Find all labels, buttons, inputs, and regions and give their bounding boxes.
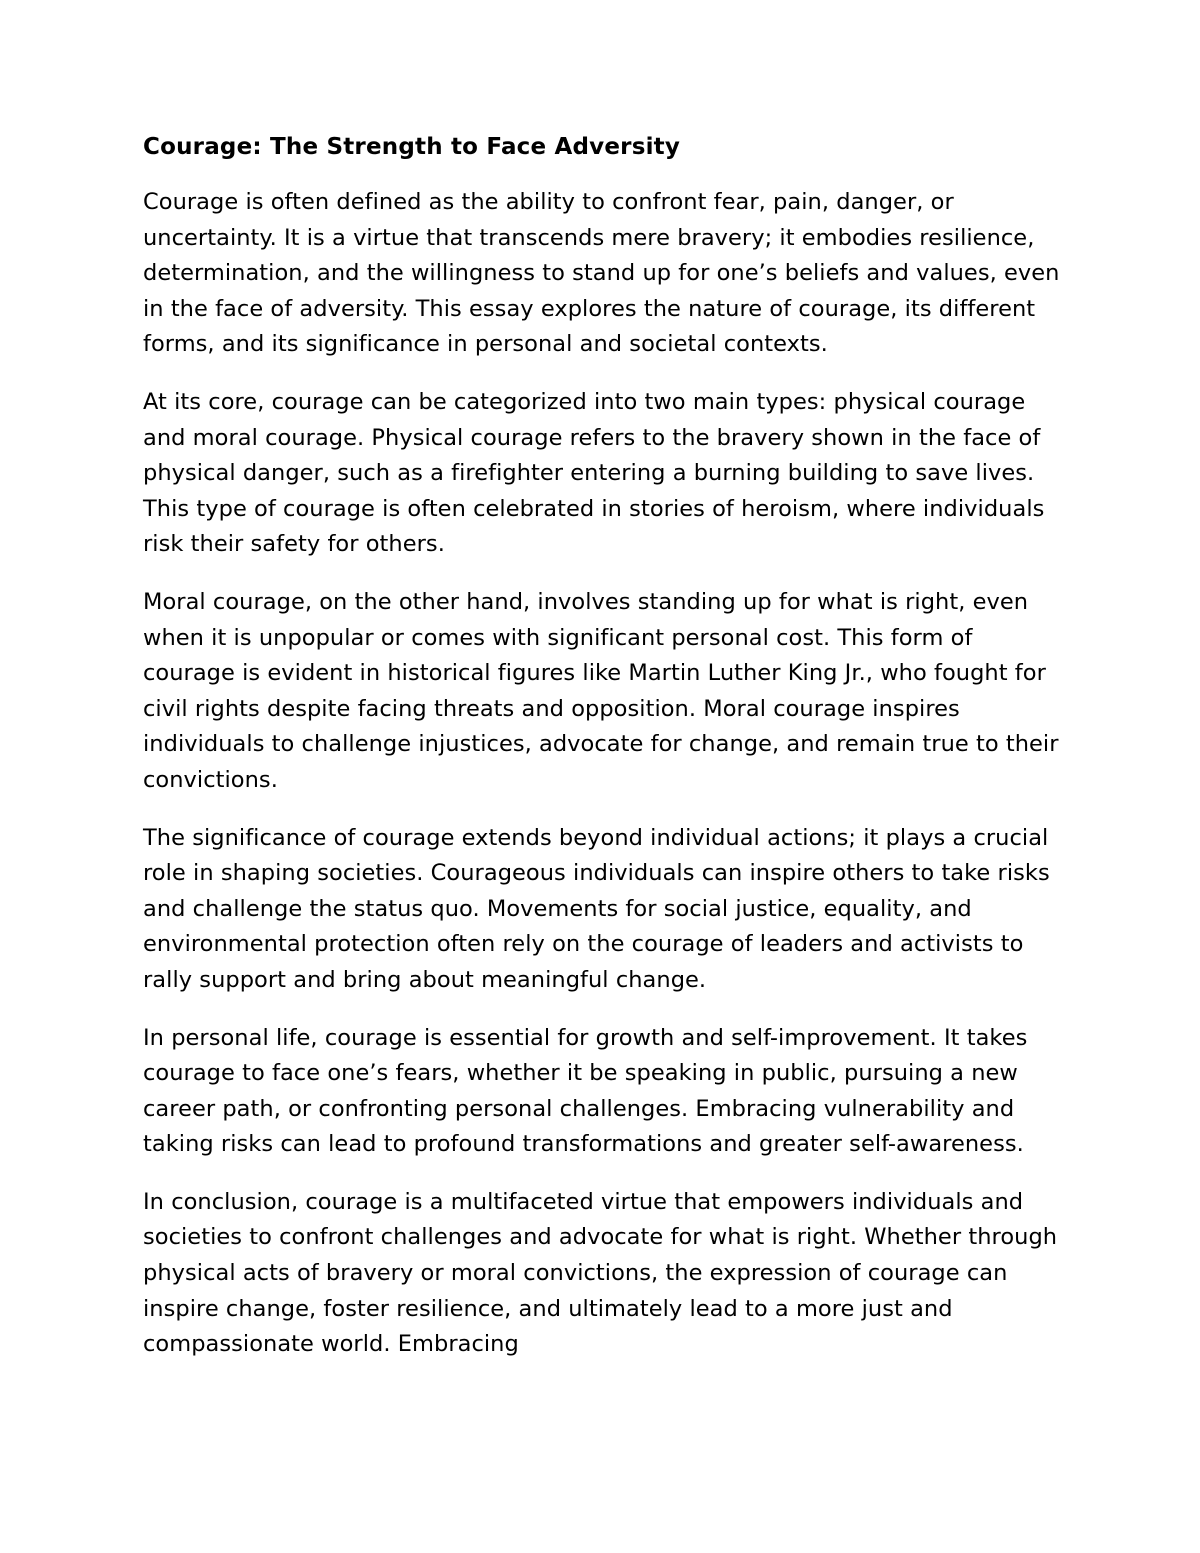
paragraph: At its core, courage can be categorized into two main types: physical courage and moral courage. Physical courage refers to the bravery shown in the face of physical danger, such as a firefighter entering a burning building to save lives. This type of courage is often celebrated in stories of heroism, where individuals risk their safety for others. [143,389,1045,558]
document-body [143,185,1061,1363]
paragraph: Courage is often defined as the ability to confront fear, pain, danger, or uncertainty. It is a virtue that transcends mere bravery; it embodies resilience, determination, and the willingness to stand up for one’s beliefs and values, even in the face of adversity. This essay explores the nature of courage, its different forms, and its significance in personal and societal contexts. [143,189,1060,358]
paragraph: The significance of courage extends beyond individual actions; it plays a crucial role in shaping societies. Courageous individuals can inspire others to take risks and challenge the status quo. Movements for social justice, equality, and environmental protection often rely on the courage of leaders and activists to rally support and bring about meaningful change. [143,824,1050,993]
page-title: Courage: The Strength to Face Adversity [143,134,681,160]
paragraph: Moral courage, on the other hand, involves standing up for what is right, even when it is unpopular or comes with significant personal cost. This form of courage is evident in historical figures like Martin Luther King Jr., who fought for civil rights despite facing threats and opposition. Moral courage inspires individuals to challenge injustices, advocate for change, and remain true to their convictions. [143,588,1059,793]
paragraph: In conclusion, courage is a multifaceted virtue that empowers individuals and societies to confront challenges and advocate for what is right. Whether through physical acts of bravery or moral convictions, the expression of courage can inspire change, foster resilience, and ultimately lead to a more just and compassionate world. Embracing [143,1188,1058,1358]
paragraph: In personal life, courage is essential for growth and self-improvement. It takes courage to face one’s fears, whether it be speaking in public, pursuing a new career path, or confronting personal challenges. Embracing vulnerability and taking risks can lead to profound transformations and greater self-awareness. [143,1024,1028,1158]
